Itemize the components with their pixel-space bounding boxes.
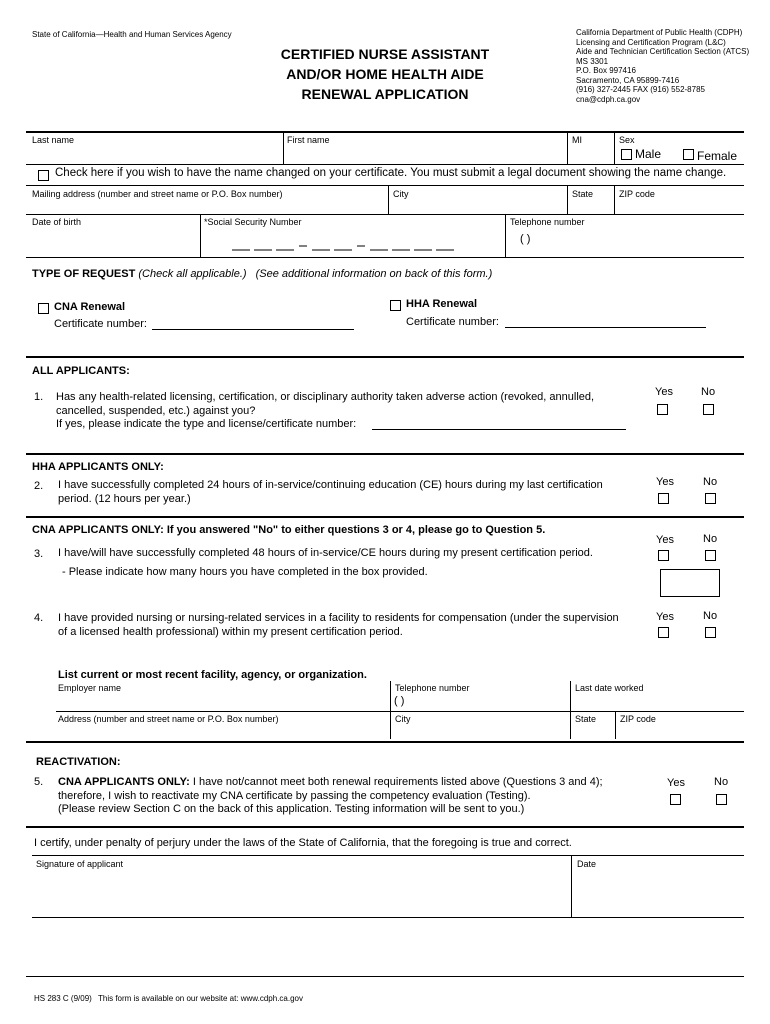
mi-field[interactable] [570,144,612,162]
divider [505,215,506,257]
mailing-address-field[interactable] [30,198,385,213]
q1-yes-checkbox[interactable] [657,404,668,415]
q3-no-label: No [703,533,718,545]
q5-line-1 [58,776,603,790]
first-name-field[interactable] [288,144,563,162]
male-label: Male [635,147,662,161]
title-line-1: CERTIFIED NURSE ASSISTANT [280,46,490,62]
employer-telephone-field[interactable]: ( ) [394,695,405,707]
date-field[interactable] [575,870,743,916]
employer-telephone-label: Telephone number [395,683,470,693]
state-field[interactable] [570,198,612,213]
divider [283,132,284,164]
cna-cert-number-field[interactable] [152,329,354,330]
divider [26,356,744,358]
ssn-underlines [232,238,462,252]
q5-yes-label: Yes [667,777,685,789]
employer-state-label: State [575,714,597,724]
form-number: HS 283 C (9/09) [34,994,92,1003]
reactivation-heading: REACTIVATION: [36,756,121,768]
page-title [250,44,520,104]
employer-zip-label: ZIP code [620,714,656,724]
employer-address-field[interactable] [56,723,386,738]
signature-label: Signature of applicant [36,859,124,869]
divider [26,453,744,455]
divider [388,186,389,214]
q1-line: If yes, please indicate the type and license/certificate number: [56,418,357,430]
q2-no-checkbox[interactable] [705,493,716,504]
q1-no-checkbox[interactable] [703,404,714,415]
dept-line: California Department of Public Health (CDPH) [576,28,743,37]
q1-number: 1. [34,391,44,403]
facility-heading: List current or most recent facility, agency, or organization. [58,669,367,681]
q4-no-label: No [703,610,718,622]
divider [26,185,744,186]
q3-no-checkbox[interactable] [705,550,716,561]
certify-statement: I certify, under penalty of perjury under the laws of the State of California, that the foregoing is true and correct. [34,837,572,849]
q3-yes-label: Yes [656,534,674,546]
divider [26,131,744,133]
telephone-label: Telephone number [510,217,585,227]
cna-renewal-label: CNA Renewal [54,301,126,313]
employer-city-label: City [395,714,411,724]
q1-line: Has any health-related licensing, certification, or disciplinary authority taken adverse action (revoked, annulled, [56,391,595,403]
dob-label: Date of birth [32,217,82,227]
cna-only-heading: CNA APPLICANTS ONLY: If you answered "No" to either questions 3 or 4, please go to Question 5. [32,524,546,536]
q1-license-field[interactable] [372,429,626,430]
q2-line: I have successfully completed 24 hours of in-service/continuing education (CE) hours during my last certification [58,479,603,491]
question-1 [56,391,594,432]
q5-no-label: No [714,776,729,788]
q1-yes-label: Yes [655,386,673,398]
q3-hours-note: - Please indicate how many hours you have completed in the box provided. [62,566,428,578]
department-address [576,28,749,104]
hha-cert-number-label: Certificate number: [406,316,499,328]
question-2 [58,479,603,506]
title-line-3: RENEWAL APPLICATION [301,86,469,102]
last-name-field[interactable] [30,144,280,162]
female-checkbox[interactable] [683,149,694,160]
website-note: This form is available on our website at: www.cdph.ca.gov [98,994,303,1003]
q3-number: 3. [34,548,44,560]
ssn-field[interactable] [232,238,462,252]
mailing-address-label: Mailing address (number and street name or P.O. Box number) [32,189,283,199]
see-back-note: (See additional information on back of this form.) [255,268,493,280]
q4-no-checkbox[interactable] [705,627,716,638]
dept-line: Aide and Technician Certification Section (ATCS) [576,47,750,56]
divider [567,186,568,214]
hha-only-heading: HHA APPLICANTS ONLY: [32,461,164,473]
state-label: State [572,189,594,199]
employer-city-field[interactable] [393,723,567,738]
q2-number: 2. [34,480,44,492]
city-label: City [393,189,409,199]
divider [26,257,744,258]
q3-line: I have/will have successfully completed 48 hours of in-service/CE hours during my present certification period. [58,547,593,559]
date-label: Date [577,859,597,869]
title-line-2: AND/OR HOME HEALTH AIDE [286,66,484,82]
divider [32,855,744,856]
q5-number: 5. [34,776,44,788]
question-4 [58,612,619,639]
q3-hours-box[interactable] [660,569,720,597]
dept-line: P.O. Box 997416 [576,66,636,75]
divider [26,164,744,165]
male-checkbox[interactable] [621,149,632,160]
dob-field[interactable] [30,228,196,255]
divider [56,711,744,712]
zip-field[interactable] [617,198,742,213]
divider [390,681,391,739]
q2-line: period. (12 hours per year.) [58,492,191,505]
q4-yes-label: Yes [656,611,674,623]
q4-yes-checkbox[interactable] [658,627,669,638]
dept-line: Licensing and Certification Program (L&C) [576,37,726,47]
divider [615,712,616,739]
q1-no-label: No [701,386,716,398]
q2-no-label: No [703,476,718,488]
divider [26,826,744,828]
zip-label: ZIP code [619,189,655,199]
q1-line: cancelled, suspended, etc.) against you? [56,404,256,417]
dept-line: MS 3301 [576,56,609,66]
last-date-label: Last date worked [575,683,644,693]
divider [26,214,744,215]
ssn-label: *Social Security Number [204,217,302,227]
q5-bold: CNA APPLICANTS ONLY: [58,776,190,788]
divider [567,132,568,164]
name-change-label: Check here if you wish to have the name changed on your certificate. You must submit a legal document showing the name change. [55,167,727,179]
q5-line: therefore, I wish to reactivate my CNA certificate by passing the competency evaluation (Testing). [58,789,531,802]
divider [26,741,744,743]
employer-zip-field[interactable] [618,723,741,738]
q4-number: 4. [34,612,44,624]
q2-yes-checkbox[interactable] [658,493,669,504]
employer-label: Employer name [58,683,122,693]
dept-email: cna@cdph.ca.gov [576,94,641,104]
cna-renewal-checkbox[interactable] [38,303,49,314]
dept-line: (916) 327-2445 FAX (916) 552-8785 [576,85,705,94]
divider [26,516,744,518]
last-name-label: Last name [32,135,75,145]
signature-field[interactable] [34,870,568,916]
q4-line: I have provided nursing or nursing-related services in a facility to residents for compensation (under the supervision [58,612,619,624]
type-of-request-heading [32,268,492,280]
hha-renewal-label: HHA Renewal [406,298,478,310]
mi-label: MI [572,135,582,145]
hha-renewal-checkbox[interactable] [390,300,401,311]
sex-label: Sex [619,135,635,145]
city-field[interactable] [391,198,564,213]
q5-line: (Please review Section C on the back of this application. Testing information will be sent to you.) [58,803,525,815]
divider [26,976,744,977]
divider [32,917,744,918]
hha-cert-number-field[interactable] [505,327,706,328]
female-label: Female [697,149,738,163]
divider [614,132,615,164]
q5-no-checkbox[interactable] [716,794,727,805]
q3-yes-checkbox[interactable] [658,550,669,561]
divider [571,855,572,917]
divider [614,186,615,214]
question-5 [58,776,603,817]
q5-text: I have not/cannot meet both renewal requirements listed above (Questions 3 and 4); [189,776,603,788]
all-applicants-heading: ALL APPLICANTS: [32,365,130,377]
cna-cert-number-label: Certificate number: [54,318,147,330]
first-name-label: First name [287,135,330,145]
check-all-note: (Check all applicable.) [138,268,247,280]
q4-line: of a licensed health professional) within my present certification period. [58,625,403,638]
divider [570,681,571,739]
agency-name: State of California—Health and Human Services Agency [32,30,232,39]
employer-state-field[interactable] [573,723,613,738]
dept-line: Sacramento, CA 95899-7416 [576,75,680,85]
telephone-field[interactable]: ( ) [520,233,531,245]
divider [200,215,201,257]
q5-yes-checkbox[interactable] [670,794,681,805]
name-change-checkbox[interactable] [38,170,49,181]
last-date-field[interactable] [573,694,741,710]
type-heading: TYPE OF REQUEST [32,268,136,280]
employer-address-label: Address (number and street name or P.O. Box number) [58,714,279,724]
employer-field[interactable] [56,694,386,710]
q2-yes-label: Yes [656,476,674,488]
